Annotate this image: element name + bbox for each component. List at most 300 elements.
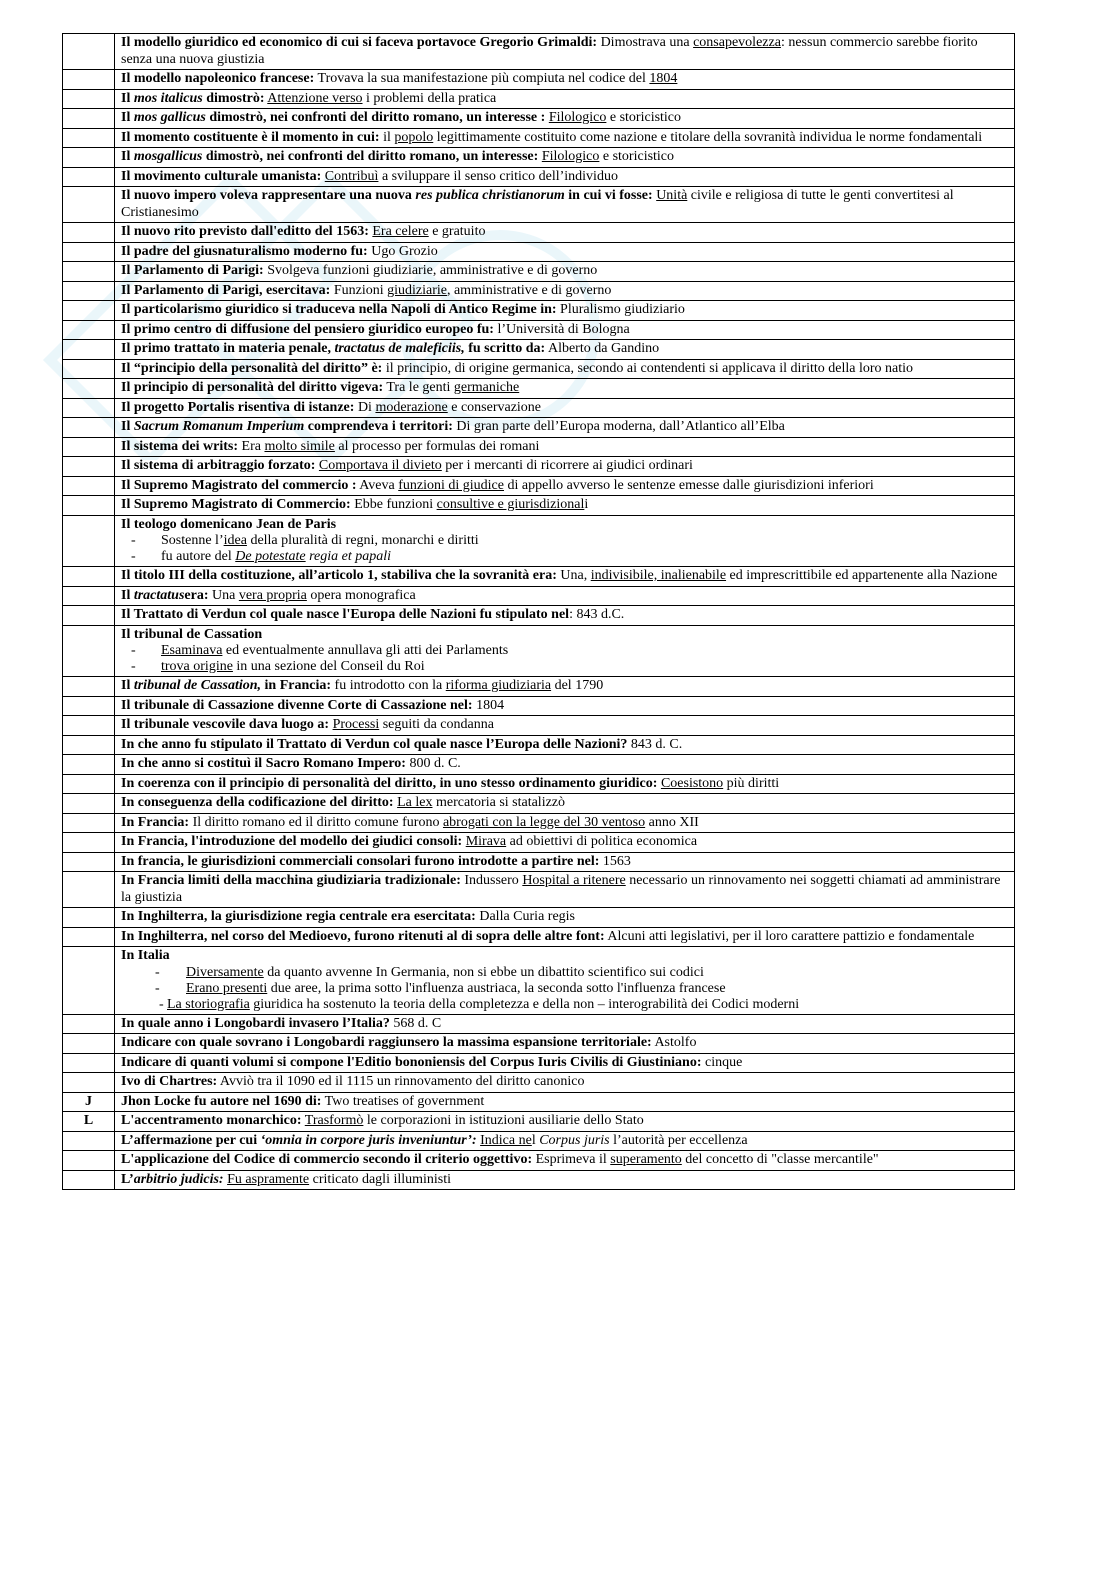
index-letter-cell xyxy=(63,1073,115,1093)
text-fragment: Trasformò xyxy=(304,1113,364,1128)
entry-text xyxy=(121,568,1008,585)
table-row xyxy=(63,359,1015,379)
entry-cell xyxy=(115,301,1015,321)
text-fragment: Il sistema dei writs: xyxy=(121,438,239,454)
index-letter-cell xyxy=(63,301,115,321)
text-fragment: ad obiettivi di politica economica xyxy=(506,834,698,849)
entry-cell xyxy=(115,1014,1015,1034)
index-letter-cell xyxy=(63,281,115,301)
index-letter-cell xyxy=(63,872,115,908)
table-row xyxy=(63,908,1015,928)
table-row xyxy=(63,437,1015,457)
entry-cell xyxy=(115,833,1015,853)
entry-text xyxy=(121,35,1008,68)
text-fragment: Il sistema di arbitraggio forzato: xyxy=(121,458,316,473)
index-letter-cell xyxy=(63,437,115,457)
text-fragment: In Inghilterra, la giurisdizione regia centrale era esercitata: xyxy=(121,909,476,924)
index-letter-cell xyxy=(63,1034,115,1054)
text-fragment: In Francia: xyxy=(121,814,190,830)
text-fragment: Il Parlamento di Parigi: xyxy=(121,263,264,278)
text-fragment: Il momento costituente è il momento in cui: xyxy=(121,129,380,145)
index-letter-cell xyxy=(63,1170,115,1190)
text-fragment: Svolgeva funzioni giudiziarie, amministrative e di governo xyxy=(263,263,598,278)
index-letter-cell xyxy=(63,379,115,399)
entry-text xyxy=(121,458,1008,475)
text-fragment: Il tribunale vescovile dava luogo a: xyxy=(121,717,330,732)
index-letter-cell xyxy=(63,398,115,418)
entry-cell xyxy=(115,586,1015,606)
text-fragment: Astolfo xyxy=(651,1035,697,1050)
index-letter-cell xyxy=(63,457,115,477)
bullet-item xyxy=(131,533,1008,549)
text-fragment: Il modello giuridico ed economico di cui si faceva portavoce Gregorio Grimaldi: xyxy=(121,35,598,50)
text-fragment: popolo xyxy=(394,129,434,145)
index-letter-cell xyxy=(63,735,115,755)
entry-text xyxy=(121,517,1008,534)
text-fragment: Sacrum Romanum Imperium xyxy=(133,419,305,434)
entry-text xyxy=(121,224,1008,241)
index-letter-cell xyxy=(63,1014,115,1034)
table-row xyxy=(63,813,1015,833)
text-fragment: Il nuovo rito previsto dall'editto del 1563: xyxy=(121,224,369,239)
text-fragment: era: xyxy=(184,587,209,603)
text-fragment: il principio, di origine germanica, secondo ai contendenti si applicava il diritto della loro natio xyxy=(382,360,914,376)
text-fragment: funzioni di giudice xyxy=(398,477,504,493)
text-fragment: opera monografica xyxy=(306,587,416,603)
text-fragment: fu introdotto con la xyxy=(331,678,446,693)
text-fragment: Attenzione verso xyxy=(267,90,363,106)
entry-cell xyxy=(115,187,1015,223)
text-fragment: In che anno fu stipulato il Trattato di Verdun col quale nasce l’Europa delle Nazioni? xyxy=(121,736,628,752)
text-fragment: 1804 xyxy=(472,697,505,713)
entry-text xyxy=(121,283,1008,300)
entry-text xyxy=(121,627,1008,644)
entry-text xyxy=(121,1035,1008,1052)
text-fragment: Una, xyxy=(556,568,591,583)
text-fragment: Coesistono xyxy=(660,775,724,791)
text-fragment: tractatus de maleficiis, xyxy=(334,341,465,356)
entry-text xyxy=(121,1152,1008,1169)
text-fragment: Indicare di quanti volumi si compone l'Editio bononiensis del Corpus Iuris Civilis di Giustiniano: xyxy=(121,1054,702,1070)
text-fragment: abrogati con la legge del 30 ventoso xyxy=(442,814,646,830)
text-fragment: Il principio di personalità del diritto vigeva: xyxy=(121,380,384,395)
bullet-list xyxy=(121,643,1008,675)
entry-cell xyxy=(115,716,1015,736)
text-fragment: Dimostrava una xyxy=(597,35,694,50)
entry-cell xyxy=(115,128,1015,148)
index-letter-cell xyxy=(63,567,115,587)
bullet-item xyxy=(131,549,1008,565)
entry-cell xyxy=(115,908,1015,928)
text-fragment: ‘omnia in corpore juris inveniuntur’: xyxy=(260,1132,477,1148)
bullet-item xyxy=(131,965,1008,981)
index-letter-cell xyxy=(63,34,115,70)
entry-cell xyxy=(115,625,1015,677)
text-fragment: riforma giudiziaria xyxy=(445,678,552,693)
entry-cell xyxy=(115,34,1015,70)
text-fragment: ed imprescrittibile ed appartenente alla Nazione xyxy=(726,568,998,583)
index-letter-cell xyxy=(63,418,115,438)
table-row xyxy=(63,281,1015,301)
entry-cell xyxy=(115,1131,1015,1151)
table-row xyxy=(63,833,1015,853)
entry-text xyxy=(121,948,1008,965)
entry-cell xyxy=(115,496,1015,516)
entry-cell xyxy=(115,755,1015,775)
table-row xyxy=(63,379,1015,399)
entry-text xyxy=(121,588,1008,605)
entry-text xyxy=(121,263,1008,280)
table-row xyxy=(63,340,1015,360)
text-fragment: ed eventualmente annullava gli atti dei Parlaments xyxy=(222,643,509,658)
text-fragment: legittimamente costituito come nazione e titolare della sovranità individua le norme fondamentali xyxy=(433,129,983,145)
text-fragment: De potestate xyxy=(235,549,306,564)
text-fragment: Era xyxy=(238,438,265,454)
index-letter-cell xyxy=(63,813,115,833)
table-row xyxy=(63,1034,1015,1054)
entry-cell xyxy=(115,696,1015,716)
index-letter-cell: J xyxy=(63,1092,115,1112)
text-fragment: Il xyxy=(121,587,134,603)
text-fragment: Il padre del giusnaturalismo moderno fu: xyxy=(121,243,368,259)
entry-text xyxy=(121,756,1008,773)
text-fragment: Il xyxy=(121,90,134,106)
text-fragment: 1804 xyxy=(649,71,678,86)
glossary-table xyxy=(62,33,1015,1190)
text-fragment: mos italicus xyxy=(133,90,203,106)
entry-cell xyxy=(115,418,1015,438)
text-fragment: dimostrò, nei confronti del diritto romano, un interesse : xyxy=(205,110,546,125)
entry-text xyxy=(121,169,1008,186)
index-letter-cell xyxy=(63,774,115,794)
index-letter-cell xyxy=(63,515,115,567)
text-fragment: Unità xyxy=(656,188,688,203)
text-fragment: due aree, la prima sotto l'influenza austriaca, la seconda sotto l'influenza francese xyxy=(267,980,726,996)
text-fragment: Il titolo III della costituzione, all’articolo 1, stabiliva che la sovranità era: xyxy=(121,568,557,583)
text-fragment: Sostenne l’ xyxy=(161,533,224,548)
text-fragment: In che anno si costituì il Sacro Romano Impero: xyxy=(121,756,406,771)
text-fragment: 800 d. C. xyxy=(405,756,461,771)
text-fragment: regia et papali xyxy=(305,549,392,564)
entry-cell xyxy=(115,813,1015,833)
text-fragment: Corpus juris xyxy=(539,1132,610,1148)
index-letter-cell xyxy=(63,1053,115,1073)
entry-text xyxy=(121,1133,1008,1150)
text-fragment: Alcuni atti legislativi, per il loro carattere pattizio e fondamentale xyxy=(604,928,975,944)
entry-cell xyxy=(115,1073,1015,1093)
index-letter-cell xyxy=(63,606,115,626)
dash-bullet-icon: - xyxy=(131,549,136,564)
table-row xyxy=(63,716,1015,736)
entry-cell xyxy=(115,606,1015,626)
entry-text xyxy=(121,678,1008,695)
text-fragment: Il Parlamento di Parigi, esercitava: xyxy=(121,282,331,298)
text-fragment: 568 d. C xyxy=(389,1015,442,1031)
index-letter-cell xyxy=(63,89,115,109)
table-row xyxy=(63,496,1015,516)
index-letter-cell xyxy=(63,242,115,262)
bullet-list xyxy=(121,533,1008,565)
text-fragment: Il movimento culturale umanista: xyxy=(121,168,322,184)
index-letter-cell xyxy=(63,167,115,187)
text-fragment: In Francia, l'introduzione del modello dei giudici consoli: xyxy=(121,834,463,849)
text-fragment: Indussero xyxy=(460,873,523,888)
entry-text xyxy=(121,188,1008,221)
text-fragment: superamento xyxy=(610,1152,682,1167)
text-fragment: Il Supremo Magistrato del commercio : xyxy=(121,477,357,493)
text-fragment: : 843 d.C. xyxy=(569,607,625,622)
table-row xyxy=(63,128,1015,148)
text-fragment: l’Università di Bologna xyxy=(493,321,630,337)
text-fragment: e conservazione xyxy=(447,399,542,415)
text-fragment: Il progetto Portalis risentiva di istanze: xyxy=(121,399,355,415)
entry-text xyxy=(121,776,1008,793)
table-row xyxy=(63,167,1015,187)
entry-text xyxy=(121,302,1008,319)
text-fragment: Il particolarismo giuridico si traduceva nella Napoli di Antico Regime in: xyxy=(121,302,557,317)
entry-cell xyxy=(115,379,1015,399)
table-row xyxy=(63,223,1015,243)
entry-cell xyxy=(115,872,1015,908)
entry-text xyxy=(121,717,1008,734)
text-fragment: Esaminava xyxy=(161,643,223,658)
text-fragment: Comportava il divieto xyxy=(318,458,442,473)
index-letter-cell xyxy=(63,262,115,282)
index-letter-cell xyxy=(63,677,115,697)
text-fragment: In Italia xyxy=(121,948,170,963)
text-fragment: La storiografia xyxy=(167,996,250,1012)
text-fragment: per i mercanti di ricorrere ai giudici ordinari xyxy=(441,458,693,473)
text-fragment: Ebbe funzioni xyxy=(350,497,437,512)
dash-bullet-icon: - xyxy=(155,980,160,996)
index-letter-cell: L xyxy=(63,1112,115,1132)
text-fragment: più diritti xyxy=(723,775,780,791)
text-fragment: i problemi della pratica xyxy=(362,90,497,106)
bullet-list xyxy=(121,965,1008,1013)
text-fragment: Ugo Grozio xyxy=(367,243,438,259)
text-fragment: L'accentramento monarchico: xyxy=(121,1113,302,1128)
table-row xyxy=(63,625,1015,677)
text-fragment: l’autorità per eccellenza xyxy=(609,1132,748,1148)
table-row xyxy=(63,89,1015,109)
entry-text xyxy=(121,341,1008,358)
text-fragment: Il diritto romano ed il diritto comune furono xyxy=(189,814,443,830)
table-row xyxy=(63,735,1015,755)
index-letter-cell xyxy=(63,794,115,814)
entry-text xyxy=(121,909,1008,926)
text-fragment: Il Supremo Magistrato di Commercio: xyxy=(121,497,351,512)
entry-text xyxy=(121,478,1008,495)
index-letter-cell xyxy=(63,755,115,775)
entry-cell xyxy=(115,677,1015,697)
table-row xyxy=(63,476,1015,496)
text-fragment: In conseguenza della codificazione del diritto: xyxy=(121,795,394,810)
entry-text xyxy=(121,322,1008,339)
index-letter-cell xyxy=(63,128,115,148)
entry-text xyxy=(121,1094,1008,1111)
text-fragment: In francia, le giurisdizioni commerciali consolari furono introdotte a partire nel: xyxy=(121,853,600,869)
index-letter-cell xyxy=(63,70,115,90)
text-fragment: : nessun commercio sarebbe fiorito senza una nuova giustizia xyxy=(121,35,978,67)
text-fragment: L'applicazione del Codice di commercio secondo il criterio oggettivo: xyxy=(121,1152,533,1167)
index-letter-cell xyxy=(63,833,115,853)
text-fragment: i xyxy=(584,497,589,512)
entry-text xyxy=(121,815,1008,832)
text-fragment: cinque xyxy=(701,1054,743,1070)
index-letter-cell xyxy=(63,109,115,129)
text-fragment: Two treatises of government xyxy=(321,1093,485,1109)
entry-cell xyxy=(115,794,1015,814)
text-fragment: Era celere xyxy=(372,224,429,239)
text-fragment: In Inghilterra, nel corso del Medioevo, furono ritenuti al di sopra delle altre font: xyxy=(121,928,605,944)
entry-cell xyxy=(115,515,1015,567)
entry-cell xyxy=(115,1170,1015,1190)
index-letter-cell xyxy=(63,927,115,947)
text-fragment: vera propria xyxy=(238,587,307,603)
entry-cell xyxy=(115,1034,1015,1054)
text-fragment: dimostrò, nei confronti del diritto romano, un interesse: xyxy=(202,149,539,164)
entry-text xyxy=(121,854,1008,871)
entry-cell xyxy=(115,852,1015,872)
text-fragment: giudiziarie xyxy=(387,282,447,298)
entry-cell xyxy=(115,476,1015,496)
text-fragment: le corporazioni in istituzioni ausiliarie dello Stato xyxy=(363,1113,644,1128)
table-row xyxy=(63,774,1015,794)
table-row xyxy=(63,1170,1015,1190)
text-fragment: Il primo trattato in materia penale, xyxy=(121,341,335,356)
table-row xyxy=(63,794,1015,814)
entry-cell xyxy=(115,262,1015,282)
text-fragment: Indica ne xyxy=(480,1132,532,1148)
table-row xyxy=(63,34,1015,70)
table-row xyxy=(63,1092,1015,1112)
entry-cell xyxy=(115,89,1015,109)
entry-cell xyxy=(115,947,1015,1015)
text-fragment: Trovava la sua manifestazione più compiuta nel codice del xyxy=(314,71,650,86)
entry-cell xyxy=(115,735,1015,755)
entry-cell xyxy=(115,437,1015,457)
entry-cell xyxy=(115,1112,1015,1132)
dash-bullet-icon: - xyxy=(159,996,164,1012)
text-fragment: fu scritto da: xyxy=(464,341,546,356)
entry-text xyxy=(121,1016,1008,1033)
entry-cell xyxy=(115,109,1015,129)
entry-text xyxy=(121,361,1008,378)
text-fragment: da quanto avvenne In Germania, non si ebbe un dibattito scientifico sui codici xyxy=(263,964,704,980)
text-fragment: dimostrò: xyxy=(202,90,265,106)
text-fragment: in cui vi fosse: xyxy=(564,188,653,203)
text-fragment: consultive e giurisdizional xyxy=(436,497,585,512)
text-fragment: consapevolezza xyxy=(693,35,781,50)
dash-bullet-icon: - xyxy=(155,964,160,980)
text-fragment: Avviò tra il 1090 ed il 1115 un rinnovamento del diritto canonico xyxy=(217,1074,585,1089)
text-fragment: Il Trattato di Verdun col quale nasce l'Europa delle Nazioni fu stipulato nel xyxy=(121,607,570,622)
index-letter-cell xyxy=(63,1151,115,1171)
text-fragment: Tra le genti xyxy=(383,380,454,395)
text-fragment: Ivo di Chartres: xyxy=(121,1074,218,1089)
index-letter-cell xyxy=(63,148,115,168)
text-fragment: In quale anno i Longobardi invasero l’Italia? xyxy=(121,1015,390,1031)
text-fragment: Filologico xyxy=(548,110,607,125)
table-row xyxy=(63,1131,1015,1151)
text-fragment: giuridica ha sostenuto la teoria della completezza e della non – interograbilità dei Codici moderni xyxy=(249,996,800,1012)
entry-cell xyxy=(115,242,1015,262)
index-letter-cell xyxy=(63,1131,115,1151)
text-fragment: Indicare con quale sovrano i Longobardi raggiunsero la massima espansione territoriale: xyxy=(121,1035,652,1050)
text-fragment: Diversamente xyxy=(186,964,264,980)
table-row xyxy=(63,187,1015,223)
text-fragment: La lex xyxy=(397,795,433,810)
entry-text xyxy=(121,110,1008,127)
dash-bullet-icon: - xyxy=(131,659,136,674)
bullet-item xyxy=(131,659,1008,675)
text-fragment: Processi xyxy=(332,717,380,732)
text-fragment: Il “principio della personalità del diritto” è: xyxy=(121,360,383,376)
table-row xyxy=(63,677,1015,697)
entry-text xyxy=(121,380,1008,397)
table-row xyxy=(63,586,1015,606)
text-fragment: di appello avverso le sentenze emesse dalle giurisdizioni inferiori xyxy=(504,477,874,493)
table-row xyxy=(63,872,1015,908)
text-fragment: Jhon Locke fu autore nel 1690 di: xyxy=(121,1093,322,1109)
index-letter-cell xyxy=(63,716,115,736)
table-row xyxy=(63,418,1015,438)
bullet-item xyxy=(131,643,1008,659)
table-row xyxy=(63,567,1015,587)
table-row xyxy=(63,70,1015,90)
text-fragment: Il tribunale di Cassazione divenne Corte di Cassazione nel: xyxy=(121,697,473,713)
entry-cell xyxy=(115,70,1015,90)
text-fragment: 1563 xyxy=(599,853,631,869)
text-fragment: L’affermazione per cui xyxy=(121,1132,261,1148)
entry-text xyxy=(121,834,1008,851)
table-row xyxy=(63,1073,1015,1093)
text-fragment: Il modello napoleonico francese: xyxy=(121,71,315,86)
text-fragment: Il primo centro di diffusione del pensiero giuridico europeo fu: xyxy=(121,321,494,337)
table-row xyxy=(63,109,1015,129)
text-fragment: molto simile xyxy=(264,438,335,454)
index-letter-cell xyxy=(63,359,115,379)
text-fragment: In Francia limiti della macchina giudiziaria tradizionale: xyxy=(121,873,461,888)
entry-cell xyxy=(115,1053,1015,1073)
entry-cell xyxy=(115,167,1015,187)
entry-text xyxy=(121,1074,1008,1091)
text-fragment: trova origine xyxy=(161,659,233,674)
entry-text xyxy=(121,400,1008,417)
text-fragment: del 1790 xyxy=(551,678,604,693)
table-row xyxy=(63,242,1015,262)
text-fragment: Erano presenti xyxy=(186,980,268,996)
table-row xyxy=(63,320,1015,340)
table-row xyxy=(63,852,1015,872)
entry-text xyxy=(121,1172,1008,1189)
entry-cell xyxy=(115,927,1015,947)
text-fragment: della pluralità di regni, monarchi e diritti xyxy=(246,533,479,548)
table-row xyxy=(63,398,1015,418)
table-row xyxy=(63,1014,1015,1034)
bullet-item xyxy=(131,997,1008,1013)
entry-text xyxy=(121,873,1008,906)
text-fragment: Il xyxy=(121,419,134,434)
text-fragment: idea xyxy=(223,533,247,548)
entry-text xyxy=(121,929,1008,946)
text-fragment: civile e religiosa di tutte le genti convertitesi al Cristianesimo xyxy=(121,188,954,220)
table-row xyxy=(63,1151,1015,1171)
table-row xyxy=(63,262,1015,282)
text-fragment: in Francia: xyxy=(261,678,332,693)
index-letter-cell xyxy=(63,340,115,360)
index-letter-cell xyxy=(63,696,115,716)
